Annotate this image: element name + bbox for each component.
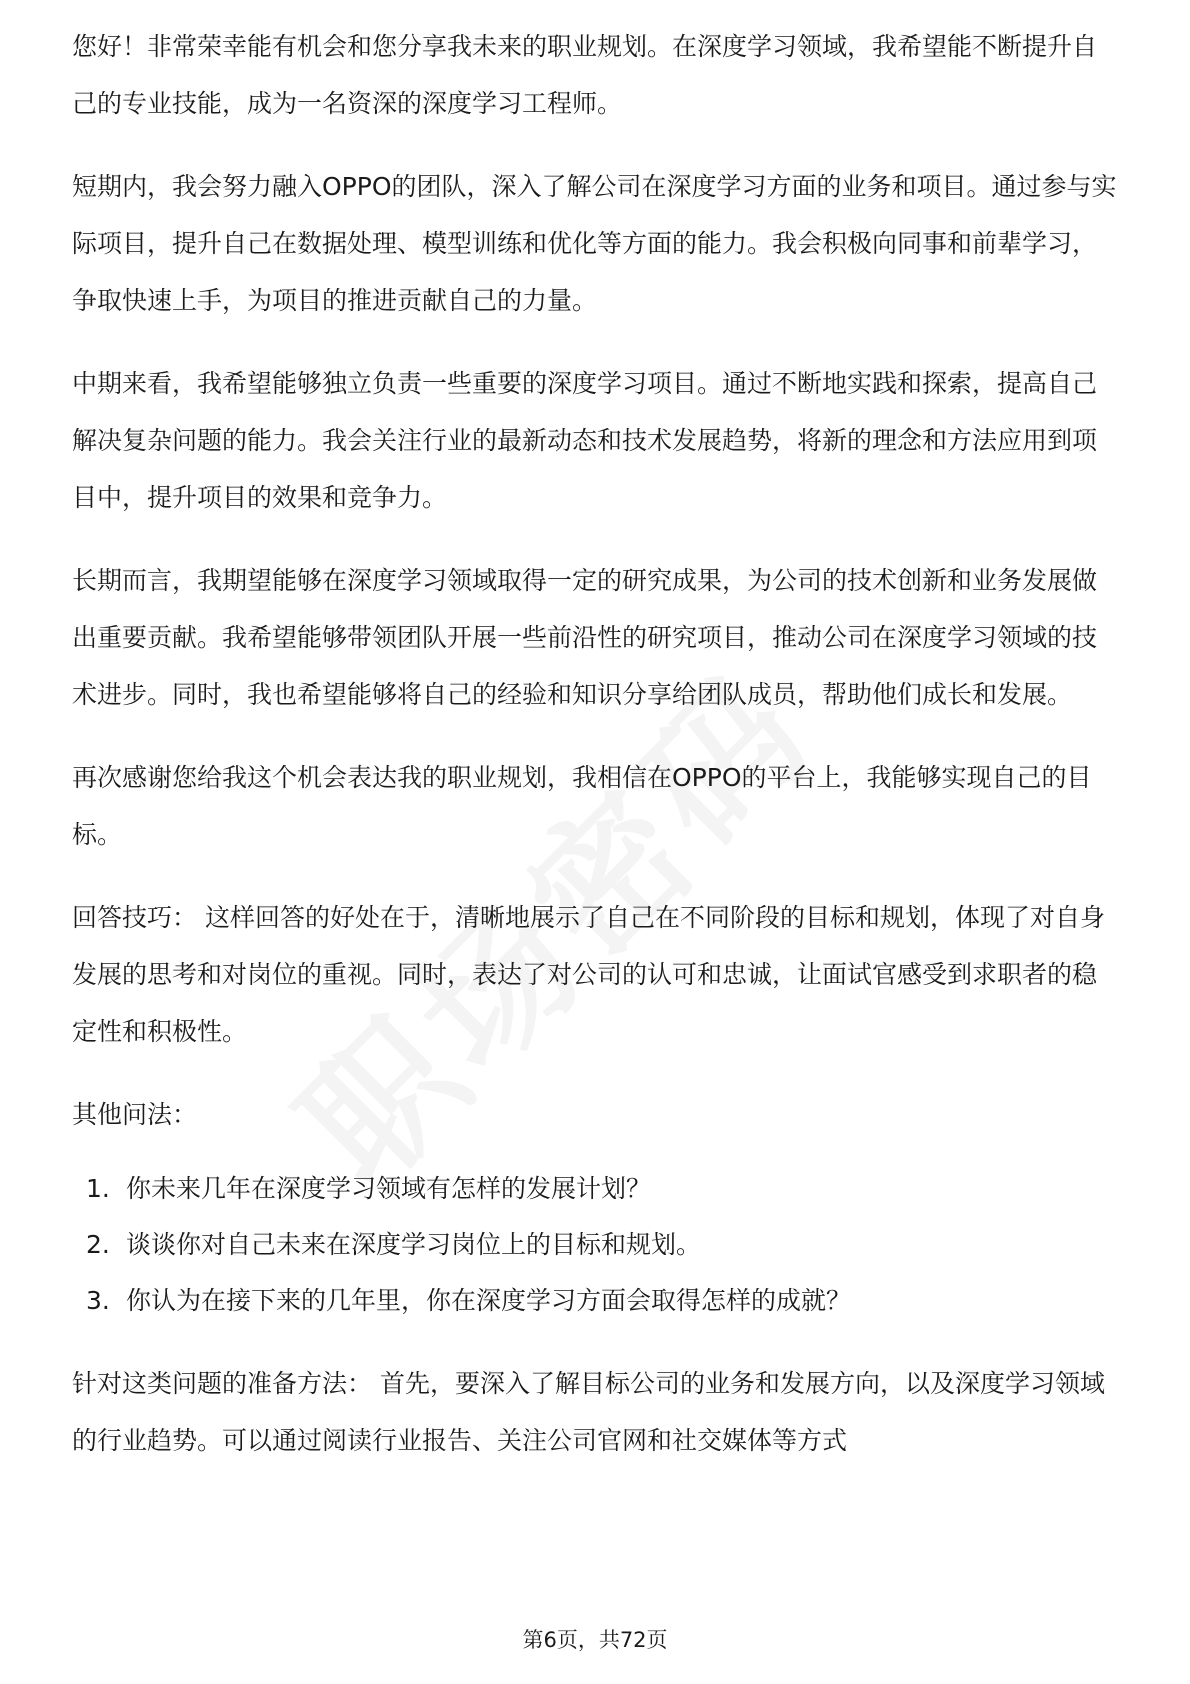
list-item-number: 3.: [86, 1286, 110, 1315]
page-number: 第6页，共72页: [522, 1628, 668, 1652]
preparation-paragraph: 针对这类问题的准备方法： 首先，要深入了解目标公司的业务和发展方向，以及深度学习领域的行业趋势。可以通过阅读行业报告、关注公司官网和社交媒体等方式: [72, 1369, 1105, 1455]
question-list: [72, 1161, 1117, 1329]
long-term-paragraph: 长期而言，我期望能够在深度学习领域取得一定的研究成果，为公司的技术创新和业务发展做出重要贡献。我希望能够带领团队开展一些前沿性的研究项目，推动公司在深度学习领域的技术进步。同时，我也希望能够将自己的经验和知识分享给团队成员，帮助他们成长和发展。: [72, 566, 1098, 709]
list-item: [86, 1273, 1117, 1329]
list-item-text: 你未来几年在深度学习领域有怎样的发展计划？: [126, 1174, 652, 1203]
other-questions-heading: 其他问法：: [72, 1100, 198, 1129]
mid-term-paragraph: 中期来看，我希望能够独立负责一些重要的深度学习项目。通过不断地实践和探索，提高自己解决复杂问题的能力。我会关注行业的最新动态和技术发展趋势，将新的理念和方法应用到项目中，提升项目的效果和竞争力。: [72, 369, 1098, 512]
list-item: [86, 1217, 1117, 1273]
list-item-text: 谈谈你对自己未来在深度学习岗位上的目标和规划。: [126, 1230, 702, 1259]
closing-paragraph: 再次感谢您给我这个机会表达我的职业规划，我相信在OPPO的平台上，我能够实现自己的目标。: [72, 763, 1092, 849]
tips-paragraph: 回答技巧： 这样回答的好处在于，清晰地展示了自己在不同阶段的目标和规划，体现了对自身发展的思考和对岗位的重视。同时，表达了对公司的认可和忠诚，让面试官感受到求职者的稳定性和积极性。: [72, 903, 1105, 1046]
list-item-number: 2.: [86, 1230, 110, 1259]
page-content: [72, 18, 1117, 1469]
list-item-text: 你认为在接下来的几年里，你在深度学习方面会取得怎样的成就？: [126, 1286, 852, 1315]
intro-paragraph: 您好！非常荣幸能有机会和您分享我未来的职业规划。在深度学习领域，我希望能不断提升自己的专业技能，成为一名资深的深度学习工程师。: [72, 32, 1098, 118]
list-item-number: 1.: [86, 1174, 110, 1203]
short-term-paragraph: 短期内，我会努力融入OPPO的团队，深入了解公司在深度学习方面的业务和项目。通过参与实际项目，提升自己在数据处理、模型训练和优化等方面的能力。我会积极向同事和前辈学习，争取快速上手，为项目的推进贡献自己的力量。: [72, 172, 1117, 315]
list-item: [86, 1161, 1117, 1217]
